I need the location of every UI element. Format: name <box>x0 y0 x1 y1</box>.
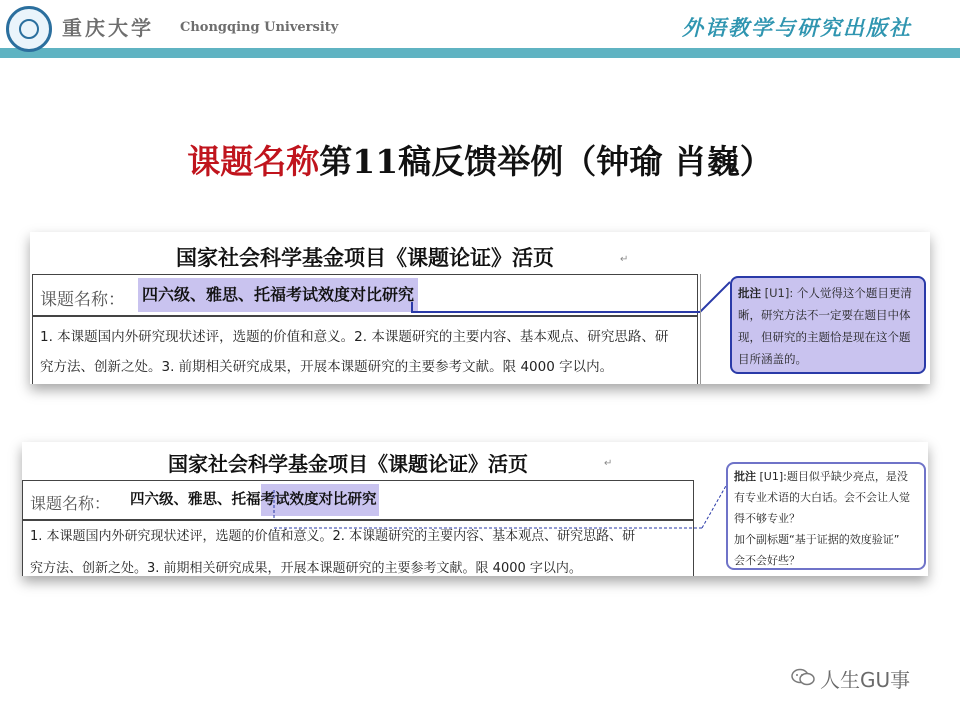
header-bar <box>0 48 960 58</box>
comment-ref: [U1]: <box>759 470 787 483</box>
field-value-plain: 四六级、雅思、托福 <box>130 491 261 508</box>
field-value-highlight: 考试效度对比研究 <box>261 484 379 516</box>
doc-heading: 国家社会科学基金项目《课题论证》活页 <box>168 452 528 476</box>
comment-balloon <box>726 462 926 570</box>
comment-connector <box>272 482 732 542</box>
slide-title <box>0 136 960 183</box>
comment-text-1: 题目似乎缺少亮点，是没 <box>786 470 908 483</box>
body-line-1: 1. 本课题国内外研究现状述评，选题的价值和意义。2. 本课题研究的主要内容、基本观点、研究思路、研 <box>30 529 636 544</box>
body-line-1: 1. 本课题国内外研究现状述评，选题的价值和意义。2. 本课题研究的主要内容、基本观点、研究思路、研 <box>40 329 669 345</box>
comment-tag: 批注 <box>738 286 761 300</box>
field-value: 四六级、雅思、托福考试效度对比研究 <box>138 278 418 312</box>
comment-line-5: 会不会好些？ <box>734 554 800 567</box>
doc-screenshot-2 <box>22 442 928 576</box>
return-mark-icon: ↵ <box>620 254 629 265</box>
title-rest: 第11稿反馈举例（钟瑜 肖巍） <box>319 142 773 181</box>
title-highlight: 课题名称 <box>187 142 320 181</box>
field-label: 课题名称： <box>40 290 125 310</box>
publisher-name: 外语教学与研究出版社 <box>682 15 912 40</box>
comment-balloon <box>730 276 926 374</box>
watermark-text: 人生GU事 <box>820 668 911 692</box>
wechat-icon <box>790 668 816 686</box>
comment-text: 个人觉得这个题目更清晰，研究方法不一定要在题目中体现，但研究的主题恰是现在这个题目所涵盖的。 <box>738 286 912 366</box>
comment-tag: 批注 <box>734 470 756 483</box>
comment-line-2: 有专业术语的大白话。会不会让人觉 <box>734 491 910 504</box>
body-line-2: 究方法、创新之处。3. 前期相关研究成果，开展本课题研究的主要参考文献。限 4000 字以内。 <box>40 359 614 375</box>
field-label: 课题名称： <box>30 494 111 513</box>
comment-line-3: 得不够专业？ <box>734 512 800 525</box>
comment-ref: [U1]: <box>764 286 794 300</box>
return-mark-icon: ↵ <box>604 458 613 469</box>
comment-line-4: 加个副标题“基于证据的效度验证” <box>734 533 900 546</box>
body-line-2: 究方法、创新之处。3. 前期相关研究成果，开展本课题研究的主要参考文献。限 4000 字以内。 <box>30 561 582 576</box>
doc-heading: 国家社会科学基金项目《课题论证》活页 <box>176 245 554 270</box>
margin-line <box>700 274 701 384</box>
comment-line-1 <box>734 466 918 487</box>
university-name-cn: 重庆大学 <box>62 16 154 40</box>
university-name-en: Chongqing University <box>180 20 339 35</box>
doc-screenshot-1 <box>30 232 930 384</box>
university-logo-icon <box>6 6 52 52</box>
comment-connector <box>410 272 730 322</box>
